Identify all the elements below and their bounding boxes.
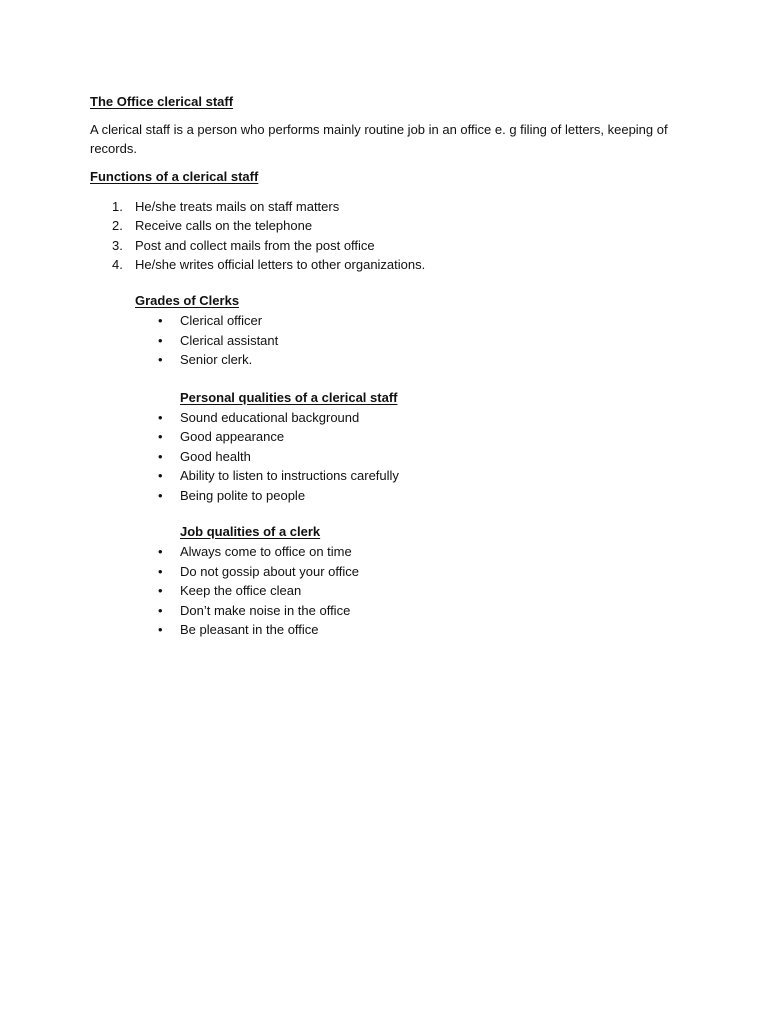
list-item — [90, 542, 680, 562]
grades-heading: Grades of Clerks — [135, 293, 240, 309]
document-title: The Office clerical staff — [90, 94, 234, 109]
bullet-icon: • — [158, 544, 163, 560]
job-qualities-list — [90, 542, 680, 640]
list-item — [90, 408, 680, 428]
list-item-text: Good appearance — [180, 429, 285, 445]
bullet-icon: • — [158, 352, 163, 368]
list-item-text: Receive calls on the telephone — [135, 218, 313, 234]
grades-list — [90, 311, 680, 370]
list-item — [90, 255, 680, 274]
list-item — [90, 562, 680, 582]
list-item — [90, 581, 680, 601]
bullet-icon: • — [158, 563, 163, 579]
list-item-text: He/she treats mails on staff matters — [135, 199, 340, 214]
list-item-text: Ability to listen to instructions carefully — [180, 468, 399, 484]
list-item — [90, 197, 680, 216]
list-item — [90, 447, 680, 467]
list-item-text: He/she writes official letters to other organizations. — [135, 256, 426, 272]
list-item-text: Always come to office on time — [180, 544, 352, 560]
list-item-text: Sound educational background — [180, 409, 360, 425]
personal-qualities-heading: Personal qualities of a clerical staff — [180, 389, 398, 405]
list-item — [90, 350, 680, 370]
list-number: 2. — [112, 218, 123, 234]
list-item-text: Senior clerk. — [180, 352, 253, 368]
list-item-text: Do not gossip about your office — [180, 563, 359, 579]
bullet-icon: • — [158, 468, 163, 484]
list-item — [90, 216, 680, 235]
list-item-text: Clerical officer — [180, 313, 263, 329]
list-item-text: Post and collect mails from the post office — [135, 237, 375, 253]
bullet-icon: • — [158, 583, 163, 599]
list-item — [90, 466, 680, 486]
list-item-text: Keep the office clean — [180, 583, 302, 599]
bullet-icon: • — [158, 313, 163, 329]
list-item-text: Being polite to people — [180, 487, 306, 503]
intro-paragraph: A clerical staff is a person who performs mainly routine job in an office e. g filing of letters, keeping of records. — [90, 122, 668, 156]
bullet-icon: • — [158, 602, 163, 618]
list-item — [90, 486, 680, 506]
job-qualities-heading: Job qualities of a clerk — [180, 524, 321, 540]
bullet-icon: • — [158, 429, 163, 445]
functions-list — [90, 197, 680, 274]
list-number: 3. — [112, 237, 123, 253]
list-item-text: Clerical assistant — [180, 332, 279, 348]
list-item-text: Be pleasant in the office — [180, 622, 319, 638]
bullet-icon: • — [158, 332, 163, 348]
bullet-icon: • — [158, 448, 163, 464]
list-item — [90, 620, 680, 640]
list-item — [90, 601, 680, 621]
bullet-icon: • — [158, 622, 163, 638]
list-number: 1. — [112, 199, 123, 214]
list-item — [90, 236, 680, 255]
functions-heading: Functions of a clerical staff — [90, 169, 259, 184]
bullet-icon: • — [158, 409, 163, 425]
list-item — [90, 311, 680, 331]
list-item-text: Good health — [180, 448, 251, 464]
list-item — [90, 427, 680, 447]
bullet-icon: • — [158, 487, 163, 503]
personal-qualities-list — [90, 408, 680, 506]
list-item-text: Don’t make noise in the office — [180, 602, 351, 618]
list-number: 4. — [112, 256, 123, 272]
document-page — [90, 93, 680, 640]
list-item — [90, 331, 680, 351]
